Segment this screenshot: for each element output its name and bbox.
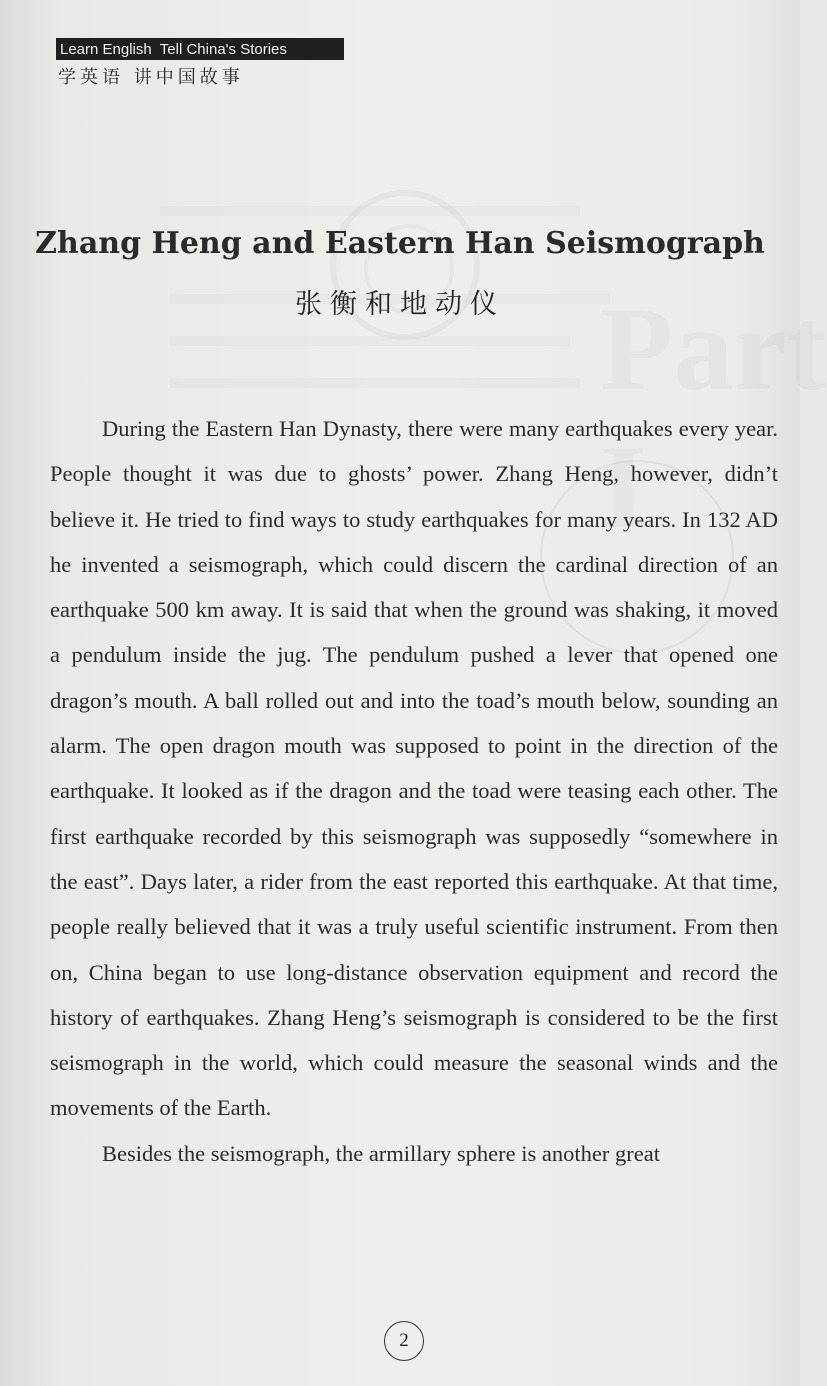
series-title-zh: 学英语 讲中国故事 xyxy=(58,67,244,88)
show-through-line xyxy=(170,336,570,346)
page-number: 2 xyxy=(399,1330,409,1351)
article-body xyxy=(50,406,778,1176)
paragraph: Besides the seismograph, the armillary sphere is another great xyxy=(102,1140,660,1166)
show-through-text: Part I xyxy=(600,282,827,553)
page-number-badge xyxy=(384,1321,424,1361)
series-title-en: Learn English Tell China's Stories xyxy=(60,40,287,58)
show-through-line xyxy=(170,378,580,388)
paragraph: During the Eastern Han Dynasty, there were many earthquakes every year. People thought it was due to ghosts’ power. Zhang Heng, however, didn’t believe it. He tried to find ways to study earthquakes for many years. In 132 AD he invented a seismograph, which could discern the cardinal direction of an earthquake 500 km away. It is said that when the ground was shaking, it moved a pendulum inside the jug. The pendulum pushed a lever that opened one dragon’s mouth. A ball rolled out and into the toad’s mouth below, sounding an alarm. The open dragon mouth was supposed to point in the direction of the earthquake. It looked as if the dragon and the toad were teasing each other. The first earthquake recorded by this seismograph was supposedly “somewhere in the east”. Days later, a rider from the east reported this earthquake. At that time, people really believed that it was a truly useful scientific instrument. From then on, China began to use long-distance observation equipment and record the history of earthquakes. Zhang Heng’s seismograph is considered to be the first seismograph in the world, which could measure the seasonal winds and the movements of the Earth. xyxy=(50,416,778,1121)
article-title-en: Zhang Heng and Eastern Han Seismograph xyxy=(35,226,765,261)
series-header-box xyxy=(56,38,344,60)
show-through-line xyxy=(160,206,580,216)
article-title-zh: 张衡和地动仪 xyxy=(295,289,505,320)
